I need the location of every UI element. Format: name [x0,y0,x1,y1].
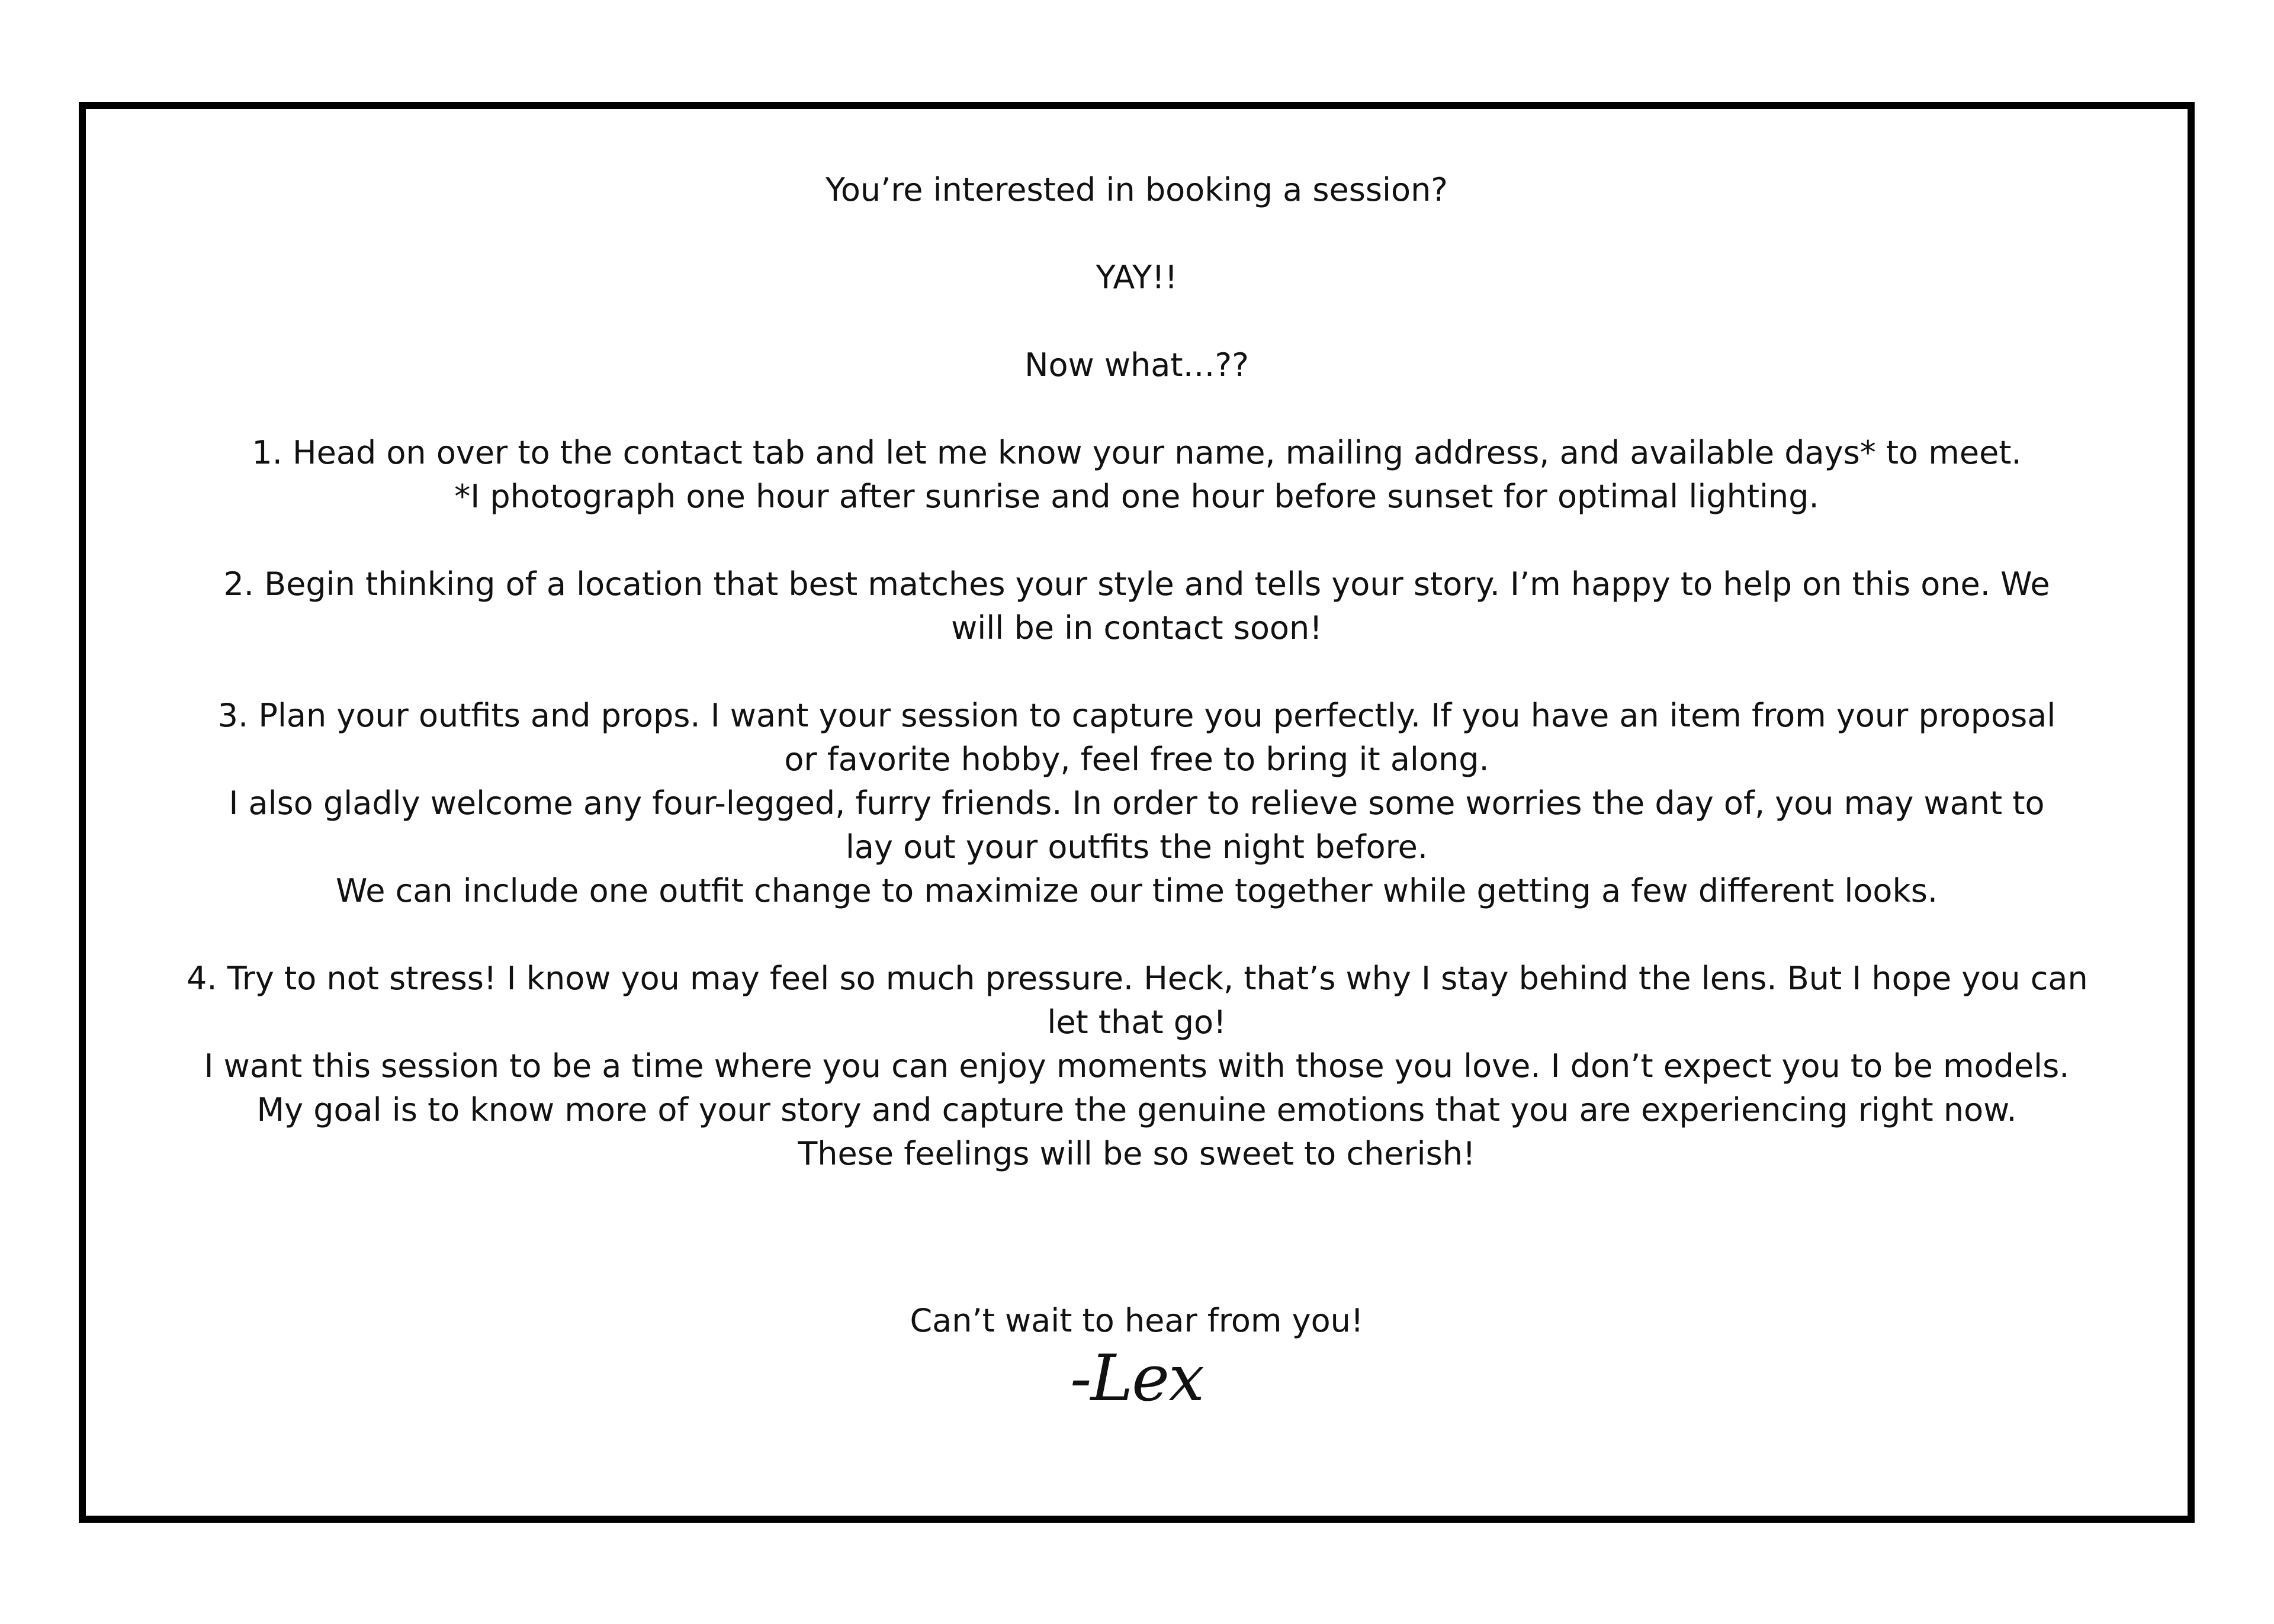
spacer [187,300,2087,343]
step-4-line: let that go! [1047,1004,1226,1041]
intro-exclaim: YAY!! [1096,259,1178,296]
step-4-line: I want this session to be a time where you can enjoy moments with those you love. I don’t expect you to be models. [204,1047,2070,1085]
signature: -Lex [1069,1342,1204,1416]
step-1-line: *I photograph one hour after sunrise and one hour before sunset for optimal lighting. [454,478,1819,515]
page-border-frame [79,102,2195,1523]
letter-body [86,168,2188,1176]
step-3-line: or favorite hobby, feel free to bring it along. [784,741,1489,778]
spacer [187,650,2087,694]
intro-question: You’re interested in booking a session? [826,171,1448,208]
step-4 [187,957,2087,1176]
step-4-line: My goal is to know more of your story and capture the genuine emotions that you are experiencing right now. [256,1091,2017,1128]
step-3-line: I also gladly welcome any four-legged, furry friends. In order to relieve some worries the day of, you may want to [229,784,2045,822]
spacer [187,387,2087,431]
intro-now-what: Now what…?? [1024,346,1249,384]
spacer [187,519,2087,562]
step-2 [187,562,2087,650]
step-2-line: will be in contact soon! [951,609,1322,647]
step-3-line: We can include one outfit change to maximize our time together while getting a few different looks. [335,872,1938,909]
step-1 [187,431,2087,519]
step-3-line: 3. Plan your outfits and props. I want your session to capture you perfectly. If you have an item from your proposal [217,697,2056,734]
step-3 [187,694,2087,913]
step-3-line: lay out your outfits the night before. [845,828,1428,866]
spacer [187,212,2087,256]
step-4-line: 4. Try to not stress! I know you may feel so much pressure. Heck, that’s why I stay behind the lens. But I hope you can [187,960,2088,997]
step-1-line: 1. Head on over to the contact tab and let me know your name, mailing address, and available days* to meet. [252,434,2022,471]
spacer [187,913,2087,957]
step-4-line: These feelings will be so sweet to cherish! [798,1135,1476,1172]
step-2-line: 2. Begin thinking of a location that best matches your style and tells your story. I’m happy to help on this one. We [223,565,2050,603]
closing-line: Can’t wait to hear from you! [910,1302,1364,1339]
